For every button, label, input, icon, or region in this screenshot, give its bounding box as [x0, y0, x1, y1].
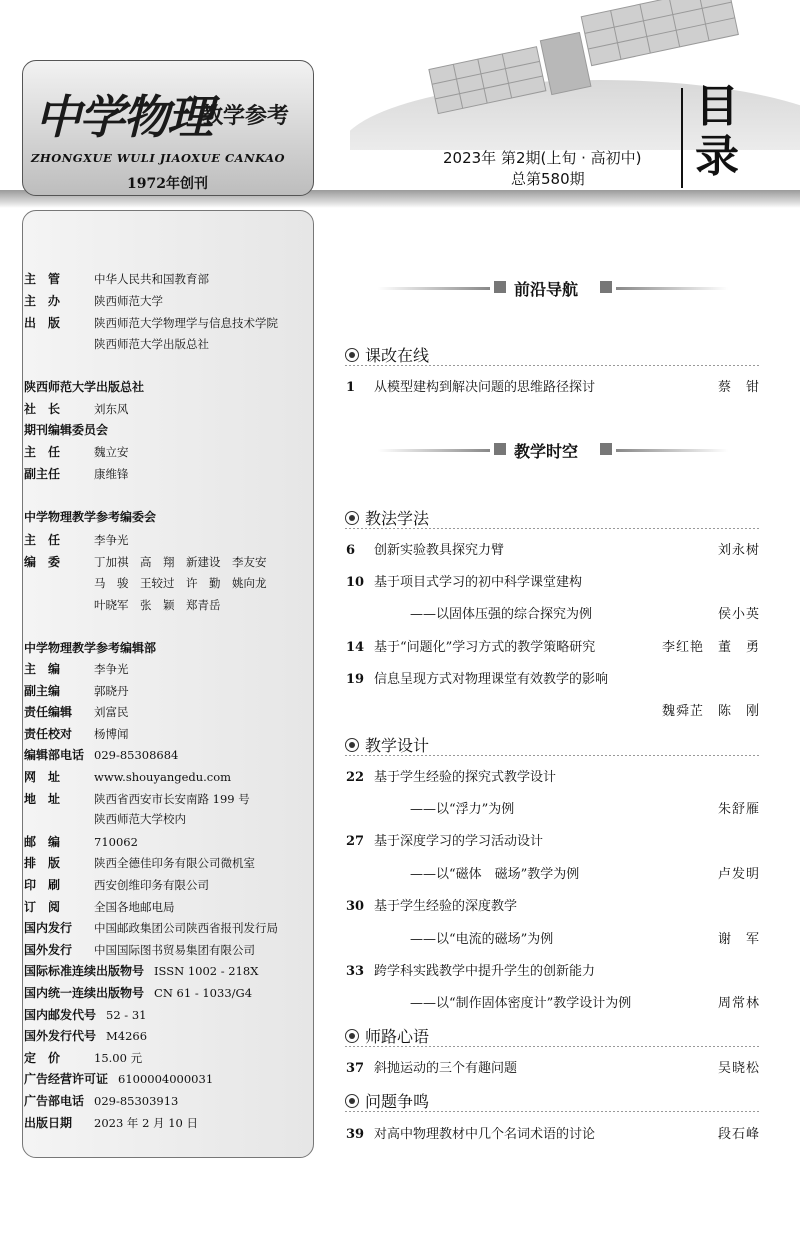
masthead-key: 国内发行 [24, 921, 73, 936]
bullet-circle-icon [345, 511, 359, 525]
banner-frontier [378, 278, 730, 298]
masthead-heading: 中学物理教学参考编委会 [24, 510, 157, 524]
toc-entry[interactable]: 19 信息呈现方式对物理课堂有效教学的影响 [346, 672, 609, 687]
masthead-row [24, 854, 255, 871]
masthead-value: 郭晓丹 [94, 683, 129, 698]
masthead-key: 广告经营许可证 [24, 1072, 109, 1087]
toc-entry[interactable]: 1 从模型建构到解决问题的思维路径探讨 [346, 380, 596, 395]
toc-author: 侯小英 [717, 607, 760, 622]
bullet-circle-icon [345, 1029, 359, 1043]
toc-author: 刘永树 [717, 543, 760, 558]
masthead-row [24, 811, 186, 827]
masthead-value: www.shouyangedu.com [94, 770, 232, 784]
masthead-key: 广告部电话 [24, 1094, 85, 1108]
toc-subtitle: ——以“电流的磁场”为例 [410, 932, 554, 947]
toc-entry[interactable]: 39 对高中物理教材中几个名词术语的讨论 [346, 1127, 596, 1142]
toc-author: 卢发明 [717, 867, 760, 882]
masthead-key: 国际标准连续出版物号 [24, 964, 145, 979]
toc-author: 李红艳 董 勇 [661, 640, 760, 655]
masthead-key: 出 版 [24, 316, 61, 330]
toc-subtitle: ——以“浮力”为例 [410, 802, 515, 817]
bullet-circle-icon [345, 738, 359, 752]
toc-entry[interactable]: 27 基于深度学习的学习活动设计 [346, 834, 544, 849]
masthead-value: ISSN 1002 - 218X [154, 964, 259, 979]
page-title: 目录 [695, 81, 739, 182]
masthead-row [24, 400, 129, 417]
masthead-row [24, 682, 129, 699]
journal-logo [22, 60, 314, 196]
masthead-row [24, 553, 267, 570]
masthead-value: 马 骏 王较过 许 勤 姚向龙 [94, 576, 267, 590]
masthead-value: 陕西师范大学校内 [94, 812, 186, 827]
section-divider [345, 528, 760, 529]
toc-subtitle: ——以“磁体 磁场”教学为例 [410, 867, 580, 882]
toc-subtitle: ——以“制作固体密度计”教学设计为例 [410, 996, 632, 1011]
masthead-value: 杨博闻 [94, 726, 129, 741]
masthead-key: 国外发行 [24, 942, 73, 957]
title-divider [681, 88, 683, 188]
masthead-value: 西安创维印务有限公司 [94, 878, 209, 892]
masthead-row [24, 292, 163, 309]
section-zhengming: 问题争鸣 [345, 1089, 429, 1112]
section-kegai: 课改在线 [345, 343, 429, 366]
masthead-row [24, 270, 209, 287]
toc-entry[interactable]: 30 基于学生经验的深度教学 [346, 899, 518, 914]
masthead-key: 副主编 [24, 683, 61, 698]
section-divider [345, 1111, 760, 1112]
masthead-key: 邮 编 [24, 834, 61, 849]
masthead-row [24, 1070, 213, 1087]
masthead-value: 中国国际图书贸易集团有限公司 [94, 942, 255, 957]
toc-author: 谢 军 [717, 932, 760, 947]
masthead-heading: 期刊编辑委员会 [24, 423, 109, 437]
masthead-value: 中国邮政集团公司陕西省报刊发行局 [94, 921, 278, 936]
masthead-heading: 陕西师范大学出版总社 [24, 380, 145, 394]
section-shilu: 师路心语 [345, 1024, 429, 1047]
masthead-value: 康维锋 [94, 467, 129, 481]
masthead-key: 出版日期 [24, 1115, 73, 1130]
banner-title: 教学时空 [514, 442, 579, 461]
toc-entry[interactable]: 14 基于“问题化”学习方式的教学策略研究 [346, 640, 596, 655]
toc-author: 蔡 钳 [717, 380, 760, 395]
masthead-row [24, 919, 278, 936]
masthead-row [24, 465, 129, 482]
masthead-key: 国内邮发代号 [24, 1007, 97, 1022]
masthead-key: 地 址 [24, 791, 61, 806]
masthead-key: 主 管 [24, 272, 61, 286]
masthead-key: 订 阅 [24, 899, 61, 914]
masthead-value: 710062 [94, 834, 138, 849]
logo-main-text: 中学物理 [35, 90, 211, 144]
banner-teaching [378, 440, 730, 460]
logo-pinyin: ZHONGXUE WULI JIAOXUE CANKAO [31, 151, 286, 165]
masthead-row [24, 1006, 146, 1023]
masthead-value: 029-85308684 [94, 748, 179, 763]
logo-sub-text: 教学参考 [201, 104, 290, 129]
toc-subtitle: ——以固体压强的综合探究为例 [410, 607, 593, 622]
masthead-row [24, 1049, 142, 1066]
masthead-value: 中华人民共和国教育部 [94, 272, 209, 286]
masthead-value: 丁加祺 高 翔 新建设 李友安 [94, 555, 267, 569]
masthead-value: 2023 年 2 月 10 日 [94, 1115, 198, 1130]
masthead-row [24, 575, 267, 591]
masthead-row [24, 660, 129, 677]
section-divider [345, 365, 760, 366]
masthead-key: 国外发行代号 [24, 1029, 97, 1044]
masthead-row [24, 984, 252, 1001]
toc-entry[interactable]: 22 基于学生经验的探究式教学设计 [346, 770, 557, 785]
section-jiaofa: 教法学法 [345, 506, 429, 529]
masthead-value: 029-85303913 [94, 1094, 179, 1108]
masthead-row [24, 336, 209, 352]
masthead-value: 叶晓军 张 颖 郑青岳 [94, 598, 221, 612]
masthead-value: 6100004000031 [118, 1072, 214, 1087]
masthead-value: 陕西师范大学出版总社 [94, 337, 209, 351]
masthead-row [24, 314, 278, 331]
toc-author: 段石峰 [717, 1127, 760, 1142]
issue-number: 2023年 第2期(上旬 · 高初中) [443, 149, 642, 167]
masthead-value: 陕西全德佳印务有限公司微机室 [94, 856, 255, 871]
masthead-key: 社 长 [24, 402, 61, 416]
masthead-key: 主 任 [24, 533, 61, 547]
masthead-row [24, 1027, 147, 1044]
masthead-value: 全国各地邮电局 [94, 899, 175, 914]
masthead-key: 印 刷 [24, 878, 61, 892]
section-divider [345, 755, 760, 756]
masthead-row [24, 443, 129, 460]
masthead-value: 52 - 31 [106, 1007, 147, 1022]
section-sheji: 教学设计 [345, 733, 429, 756]
masthead-row [24, 768, 231, 785]
masthead-value: 刘东风 [94, 402, 129, 416]
masthead-value: 陕西省西安市长安南路 199 号 [94, 791, 250, 806]
masthead-key: 排 版 [24, 856, 61, 871]
toc-entry[interactable]: 37 斜抛运动的三个有趣问题 [346, 1061, 518, 1076]
masthead-key: 主 任 [24, 445, 61, 459]
masthead-value: 刘富民 [94, 705, 129, 720]
masthead-key: 编 委 [24, 555, 61, 569]
masthead-key: 主 办 [24, 294, 61, 308]
masthead-row [24, 941, 255, 958]
masthead-value: 陕西师范大学 [94, 294, 163, 308]
masthead-key: 国内统一连续出版物号 [24, 986, 145, 1000]
masthead-value: 李争光 [94, 533, 129, 547]
masthead-row [24, 703, 129, 720]
toc-author: 周常林 [717, 996, 760, 1011]
toc-author: 魏舜芷 陈 刚 [661, 704, 760, 719]
masthead-row [24, 833, 138, 850]
masthead-row [24, 597, 221, 613]
masthead-key: 网 址 [24, 770, 61, 784]
masthead-key: 主 编 [24, 662, 61, 676]
toc-entry[interactable]: 6 创新实验教具探究力臂 [346, 543, 505, 558]
masthead-row [24, 1092, 178, 1109]
masthead-row [24, 962, 258, 979]
masthead-row [24, 531, 129, 548]
masthead-value: 陕西师范大学物理学与信息技术学院 [94, 316, 278, 330]
masthead-row [24, 1114, 198, 1131]
masthead-value: M4266 [106, 1029, 148, 1044]
masthead-key: 责任编辑 [24, 705, 73, 720]
section-divider [345, 1046, 760, 1047]
total-issue: 总第580期 [511, 170, 585, 188]
masthead-key: 副主任 [24, 467, 61, 481]
bullet-circle-icon [345, 1094, 359, 1108]
masthead-row [24, 746, 178, 763]
masthead-value: 李争光 [94, 662, 129, 676]
masthead-key: 定 价 [24, 1050, 61, 1065]
masthead-value: 魏立安 [94, 445, 129, 459]
bullet-circle-icon [345, 348, 359, 362]
masthead-heading: 中学物理教学参考编辑部 [24, 641, 157, 655]
masthead-key: 责任校对 [24, 726, 73, 741]
masthead-row [24, 876, 209, 893]
masthead-row [24, 898, 175, 915]
masthead-row [24, 790, 250, 807]
toc-entry[interactable]: 10 基于项目式学习的初中科学课堂建构 [346, 575, 583, 590]
banner-title: 前沿导航 [514, 280, 579, 299]
toc-entry[interactable]: 33 跨学科实践教学中提升学生的创新能力 [346, 964, 596, 979]
masthead-value: 15.00 元 [94, 1050, 143, 1065]
toc-author: 吴晓松 [717, 1061, 760, 1076]
masthead-value: CN 61 - 1033/G4 [154, 986, 253, 1000]
founded-year: 1972年创刊 [127, 176, 208, 192]
masthead-row [24, 725, 129, 742]
masthead-key: 编辑部电话 [24, 748, 85, 763]
toc-author: 朱舒雁 [717, 802, 760, 817]
